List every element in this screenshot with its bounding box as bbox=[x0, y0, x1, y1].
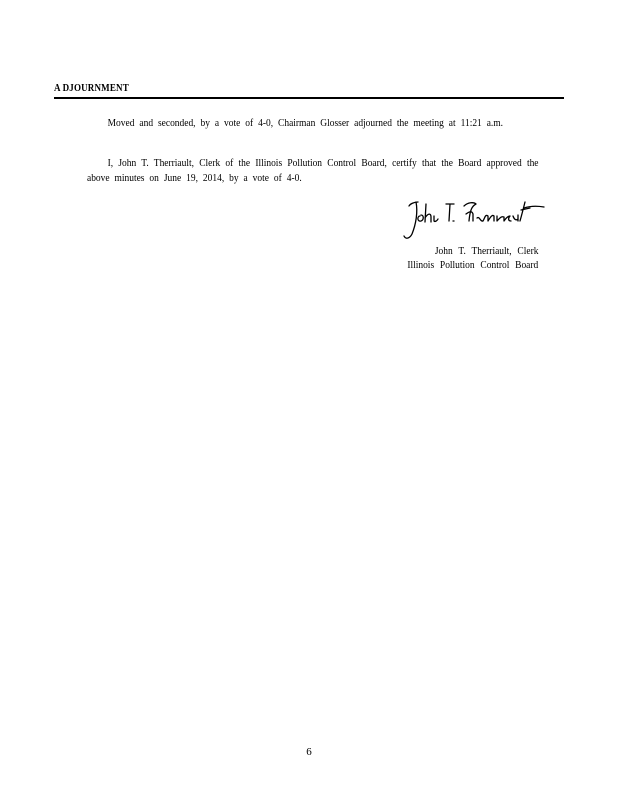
adjournment-paragraph bbox=[87, 116, 539, 131]
adjournment-text: Moved and seconded, by a vote of 4-0, Chairman Glosser adjourned the meeting at 11:21 a.m. bbox=[107, 117, 504, 129]
section-heading: A DJOURNMENT bbox=[54, 82, 129, 94]
certification-text: I, John T. Therriault, Clerk of the Illinois Pollution Control Board, certify that the Board approved the above minutes on June 19, 2014, by a vote of 4-0. bbox=[87, 157, 539, 184]
signatory-organization: Illinois Pollution Control Board bbox=[407, 259, 538, 271]
handwritten-signature bbox=[400, 194, 548, 244]
heading-rule bbox=[54, 97, 564, 99]
page-number: 6 bbox=[306, 746, 312, 758]
signatory-name: John T. Therriault, Clerk bbox=[434, 245, 538, 257]
certification-paragraph bbox=[87, 156, 539, 186]
